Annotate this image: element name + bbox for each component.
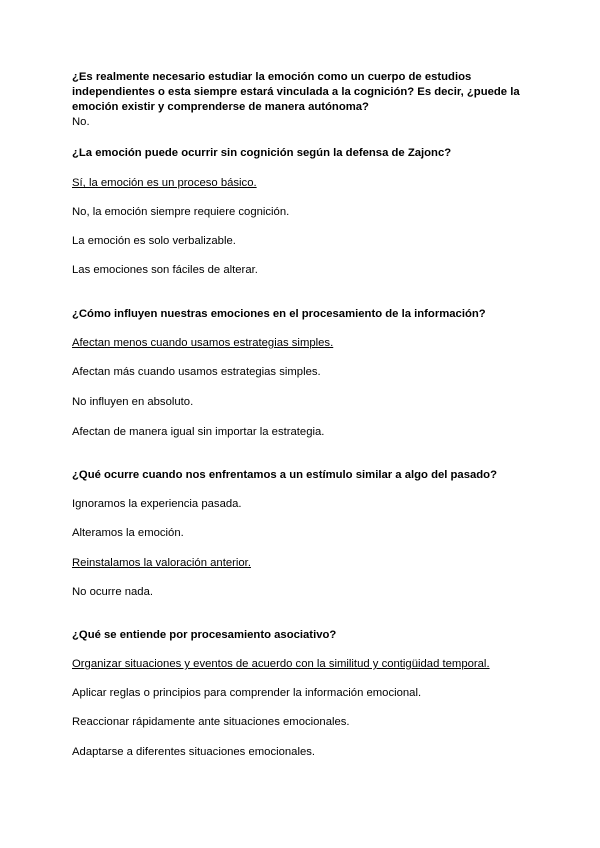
answer-option: No influyen en absoluto. <box>72 396 194 408</box>
answer-option: Reaccionar rápidamente ante situaciones emocionales. <box>72 716 350 728</box>
answer-option: Afectan más cuando usamos estrategias simples. <box>72 366 321 378</box>
intro-block <box>72 70 532 130</box>
answer-option: Adaptarse a diferentes situaciones emocionales. <box>72 746 316 758</box>
answer-option: Aplicar reglas o principios para comprender la información emocional. <box>72 687 422 699</box>
answer-option: No ocurre nada. <box>72 586 154 598</box>
answer-option: Alteramos la emoción. <box>72 527 184 539</box>
question-title: ¿Qué se entiende por procesamiento asociativo? <box>72 629 337 641</box>
intro-question-line: ¿Es realmente necesario estudiar la emoción como un cuerpo de estudios <box>72 71 472 83</box>
question-block <box>72 146 532 161</box>
answer-option-correct: Organizar situaciones y eventos de acuerdo con la similitud y contigüidad temporal. <box>72 658 490 670</box>
answer-option: Ignoramos la experiencia pasada. <box>72 498 242 510</box>
question-block <box>72 468 532 483</box>
answer-option-correct: Afectan menos cuando usamos estrategias simples. <box>72 337 334 349</box>
question-block <box>72 628 532 643</box>
question-title: ¿La emoción puede ocurrir sin cognición según la defensa de Zajonc? <box>72 147 452 159</box>
answer-option-correct: Reinstalamos la valoración anterior. <box>72 557 251 569</box>
answer-option: Las emociones son fáciles de alterar. <box>72 264 258 276</box>
intro-answer: No. <box>72 116 90 128</box>
answer-option: Afectan de manera igual sin importar la estrategia. <box>72 426 325 438</box>
question-title: ¿Cómo influyen nuestras emociones en el procesamiento de la información? <box>72 308 486 320</box>
answer-option: No, la emoción siempre requiere cognición. <box>72 206 290 218</box>
answer-option-correct: Sí, la emoción es un proceso básico. <box>72 177 257 189</box>
answer-option: La emoción es solo verbalizable. <box>72 235 236 247</box>
question-title: ¿Qué ocurre cuando nos enfrentamos a un estímulo similar a algo del pasado? <box>72 469 497 481</box>
intro-question-line: independientes o esta siempre estará vinculada a la cognición? Es decir, ¿puede la <box>72 86 520 98</box>
intro-question-line: emoción existir y comprenderse de manera autónoma? <box>72 101 369 113</box>
question-block <box>72 307 532 322</box>
